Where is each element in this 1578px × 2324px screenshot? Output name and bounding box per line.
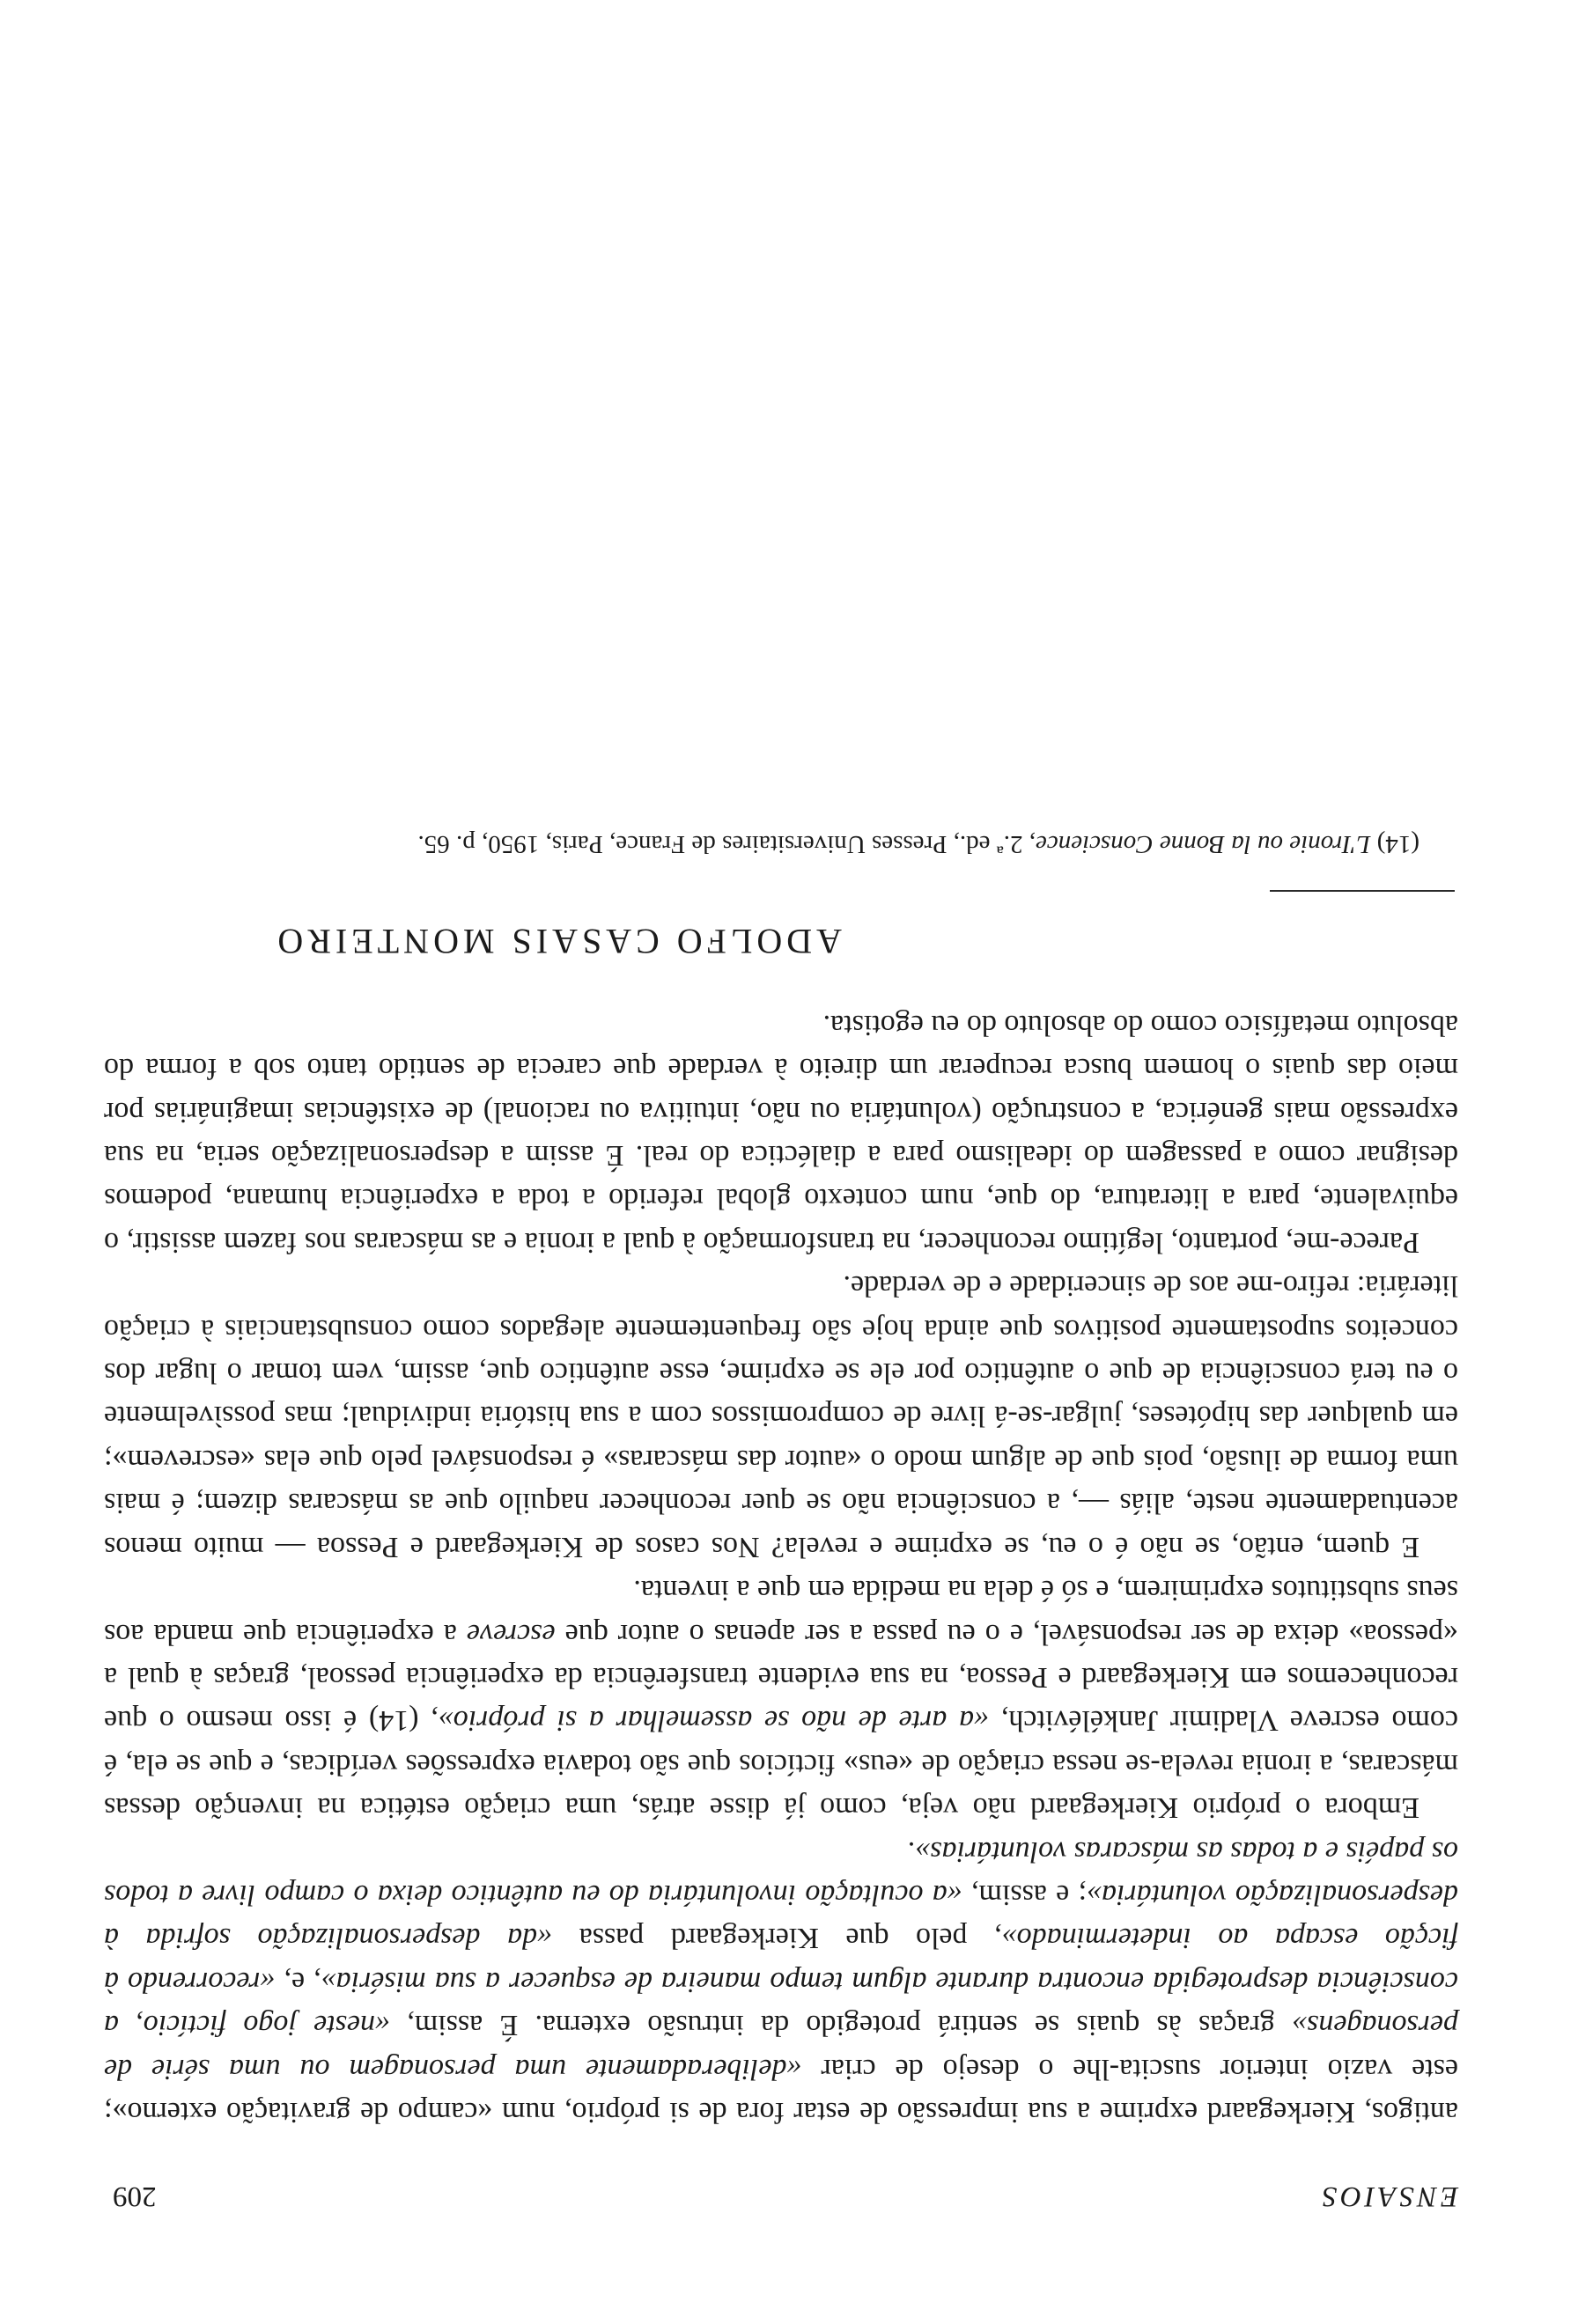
italic-quote: «a ocultação involuntária do eu autêntico deixa o campo livre a todos os papéis e a todas as máscaras voluntárias» [104,1835,1458,1911]
italic-word: escreve [466,1617,556,1651]
paragraph-2 [104,1569,1458,1829]
paragraph-1 [104,1829,1458,2134]
italic-quote: «deliberadamente uma personagem ou uma série de personagens» [104,2009,1458,2085]
footnote-marker: (14) [1376,830,1419,859]
text-run: , pelo que Kierkegaard passa [552,1922,1002,1955]
italic-quote: «recorrendo à ficção escapa ao indeterminado» [103,1922,1458,1998]
text-run: , e, [275,1965,321,1998]
body-text [104,1003,1458,2134]
paragraph-3: E quem, então, se não é o eu, se exprime e revela? Nos casos de Kierkegaard e Pessoa — muito menos acentuadamente neste, aliás —, a consciência não se quer reconhecer naquilo que as máscaras dizem; é mais uma forma de ilusão, pois que de algum modo o «autor das máscaras» é responsável pelo que elas «escrevem»; em qualquer das hipóteses, julgar-se-á livre de compromissos com a sua história individual; mas possìvelmente o eu terá consciência de que o autêntico por ele se exprime, esse autêntico que, assim, vem tomar o lugar dos conceitos supostamente positivos que ainda hoje são frequentemente alegados como consubstanciais à criação literária: refiro-me aos de sinceridade e de verdade. [104,1269,1458,1563]
text-run: a experiência que manda aos seus substitutos exprimirem, e só é dela na medida em que a inventa. [104,1574,1458,1651]
text-run: graças às quais se sentirá protegido da intrusão externa. É assim, [389,2009,1293,2042]
text-run: ; e assim, [962,1878,1087,1911]
italic-quote: «a arte de não se assemelhar a si próprio» [438,1704,990,1738]
footnote-rule [1270,890,1455,892]
paragraph-4: Parece-me, portanto, legítimo reconhecer, na transformação à qual a ironia e as máscaras nos fazem assistir, o equivalente, para a literatura, do que, num contexto global referido a toda a experiência humana, podemos designar como a passagem do idealismo para a dialéctica do real. É assim a despersonalização seria, na sua expressão mais genérica, a construção (voluntária ou não, intuitiva ou racional) de existências imaginárias por meio das quais o homem busca recuperar um direito à verdade que carecia de sentido tanto sob a forma do absoluto metafísico como do absoluto do eu egotista. [104,1008,1458,1259]
footnote-book-title: L'Ironie ou la Bonne Conscience [1035,830,1371,859]
page-number: 209 [113,2181,157,2212]
text-run: Embora o próprio Kierkegaard não veja, como já disse atrás, uma criação estética na invenção dessas máscaras, a ironia revela-se nessa criação de «eus» fictícios que são todavia expressões verídicas, e que se ela, é como escreve Vladimir Jankélévitch, [104,1704,1458,1825]
footnote [104,825,1458,864]
footnote-text: , 2.ª ed., Presses Universitaires de France, Paris, 1950, p. 65. [417,830,1036,859]
text-run: , (14) é isso mesmo o que reconhecemos em Kierkegaard e Pessoa, na sua evidente transferência da experiência pessoal, graças à qual a «pessoa» deixa de ser responsável, e o eu passa a ser apenas o autor que [103,1617,1458,1738]
text-run: . [907,1835,916,1868]
italic-quote: «neste jogo fictício, a consciência desprotegida encontra durante algum tempo maneira de esquecer a sua miséria» [103,1965,1458,2042]
author-signature: ADOLFO CASAIS MONTEIRO [273,922,842,962]
italic-quote: «da despersonalização sofrida à despersonalização voluntária» [104,1878,1458,1955]
running-head [104,2176,1458,2217]
page-content [104,825,1458,2217]
section-title: ENSAIOS [1318,2181,1458,2212]
text-run: antigos, Kierkegaard exprime a sua impressão de estar fora de si próprio, num «campo de gravitação externo»; este vazio interior suscita-lhe o desejo de criar [104,2052,1458,2129]
